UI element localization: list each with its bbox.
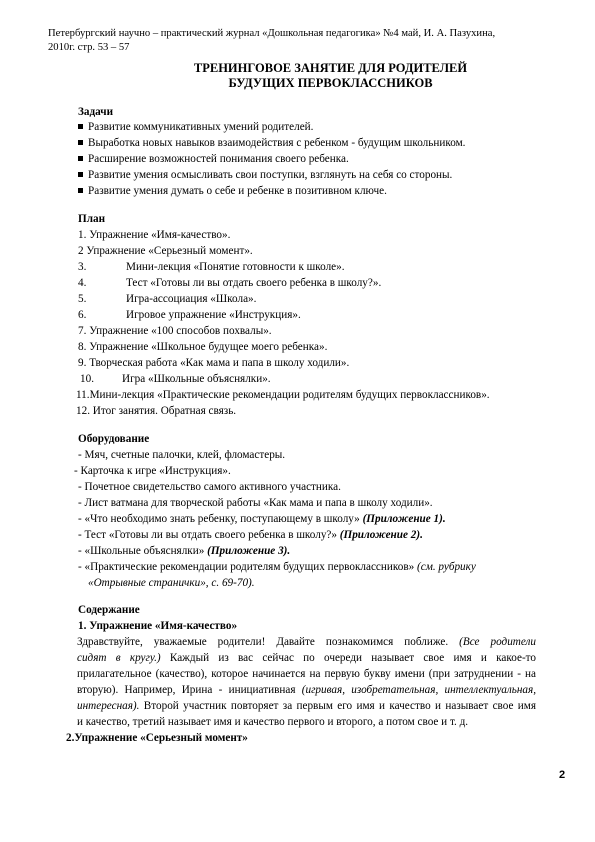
rubric-ref: (см. рубрику [417, 561, 476, 573]
task-item: Расширение возможностей понимания своего ребенка. [78, 153, 349, 165]
page-number: 2 [559, 769, 566, 781]
paragraph-line: и качество, третий называет имя и качество первого и второго, а потом свое и т. д. [77, 716, 469, 728]
tasks-heading: Задачи [78, 106, 114, 118]
task-item: Развитие умения осмысливать свои поступки, взглянуть на себя со стороны. [78, 169, 452, 181]
document-title-line-1: ТРЕНИНГОВОЕ ЗАНЯТИЕ ДЛЯ РОДИТЕЛЕЙ [193, 61, 468, 75]
document-title-line-2: БУДУЩИХ ПЕРВОКЛАССНИКОВ [228, 76, 433, 90]
appendix-2-ref: (Приложение 2). [339, 529, 423, 541]
task-item: Развитие коммуникативных умений родителей. [78, 121, 313, 133]
plan-item: 4. Тест «Готовы ли вы отдать своего ребенка в школу?». [78, 277, 382, 289]
plan-item: 6. Игровое упражнение «Инструкция». [78, 309, 301, 321]
paragraph-line: Здравствуйте, уважаемые родители! Давайте познакомимся поближе. (Все родители [77, 636, 537, 648]
plan-item: 11.Мини-лекция «Практические рекомендации родителям будущих первоклассников». [76, 389, 490, 401]
plan-item: 8. Упражнение «Школьное будущее моего ребенка». [78, 341, 328, 353]
plan-item: 12. Итог занятия. Обратная связь. [76, 405, 237, 417]
content-heading: Содержание [78, 604, 140, 616]
equipment-item: - «Практические рекомендации родителям будущих первоклассников» (см. рубрику [78, 561, 476, 573]
appendix-1-ref: (Приложение 1). [362, 513, 446, 525]
paragraph-line: интересная). Второй участник повторяет за первым его имя и качество и называет свое имя [77, 700, 536, 712]
plan-item: 2 Упражнение «Серьезный момент». [78, 245, 253, 257]
bullet-icon [78, 172, 83, 177]
paragraph-line: сидят в кругу.) Каждый из вас сейчас по очереди называет свое имя и какое-то [77, 652, 537, 664]
equipment-item: - «Школьные объяснялки» (Приложение 3). [78, 545, 291, 557]
exercise-2-heading: 2.Упражнение «Серьезный момент» [66, 732, 248, 744]
plan-item: 5. Игра-ассоциация «Школа». [78, 293, 257, 305]
exercise-1-heading: 1. Упражнение «Имя-качество» [78, 620, 238, 632]
rubric-ref-continued: «Отрывные странички», с. 69-70). [88, 577, 255, 589]
equipment-item: - «Что необходимо знать ребенку, поступающему в школу» (Приложение 1). [78, 513, 446, 525]
plan-heading: План [78, 213, 106, 225]
paragraph-line: вторую). Например, Ирина - инициативная (игривая, изобретательная, интеллектуальная, [77, 684, 536, 696]
equipment-item: - Почетное свидетельство самого активного участника. [78, 481, 341, 493]
appendix-3-ref: (Приложение 3). [207, 545, 291, 557]
bullet-icon [78, 156, 83, 161]
header-citation-line-2: 2010г. стр. 53 – 57 [48, 42, 130, 53]
equipment-item: - Карточка к игре «Инструкция». [74, 465, 231, 477]
bullet-icon [78, 140, 83, 145]
plan-item: 10. Игра «Школьные объяснялки». [80, 373, 271, 385]
equipment-item: - Тест «Готовы ли вы отдать своего ребенка в школу?» (Приложение 2). [78, 529, 423, 541]
equipment-item: - Лист ватмана для творческой работы «Как мама и папа в школу ходили». [78, 497, 433, 509]
plan-item: 9. Творческая работа «Как мама и папа в школу ходили». [78, 357, 350, 369]
plan-item: 3. Мини-лекция «Понятие готовности к школе». [78, 261, 345, 273]
equipment-item: - Мяч, счетные палочки, клей, фломастеры. [78, 449, 286, 461]
plan-item: 7. Упражнение «100 способов похвалы». [78, 325, 272, 337]
bullet-icon [78, 124, 83, 129]
task-item: Выработка новых навыков взаимодействия с ребенком - будущим школьником. [78, 137, 465, 149]
paragraph-line: прилагательное (качество), которое начинается на первую букву имени (при затруднении - на [77, 668, 536, 680]
equipment-heading: Оборудование [78, 433, 150, 445]
task-item: Развитие умения думать о себе и ребенке в позитивном ключе. [78, 185, 387, 197]
header-citation-line-1: Петербургский научно – практический журнал «Дошкольная педагогика» №4 май, И. А. Пазухина, [48, 28, 496, 39]
plan-item: 1. Упражнение «Имя-качество». [78, 229, 231, 241]
bullet-icon [78, 188, 83, 193]
